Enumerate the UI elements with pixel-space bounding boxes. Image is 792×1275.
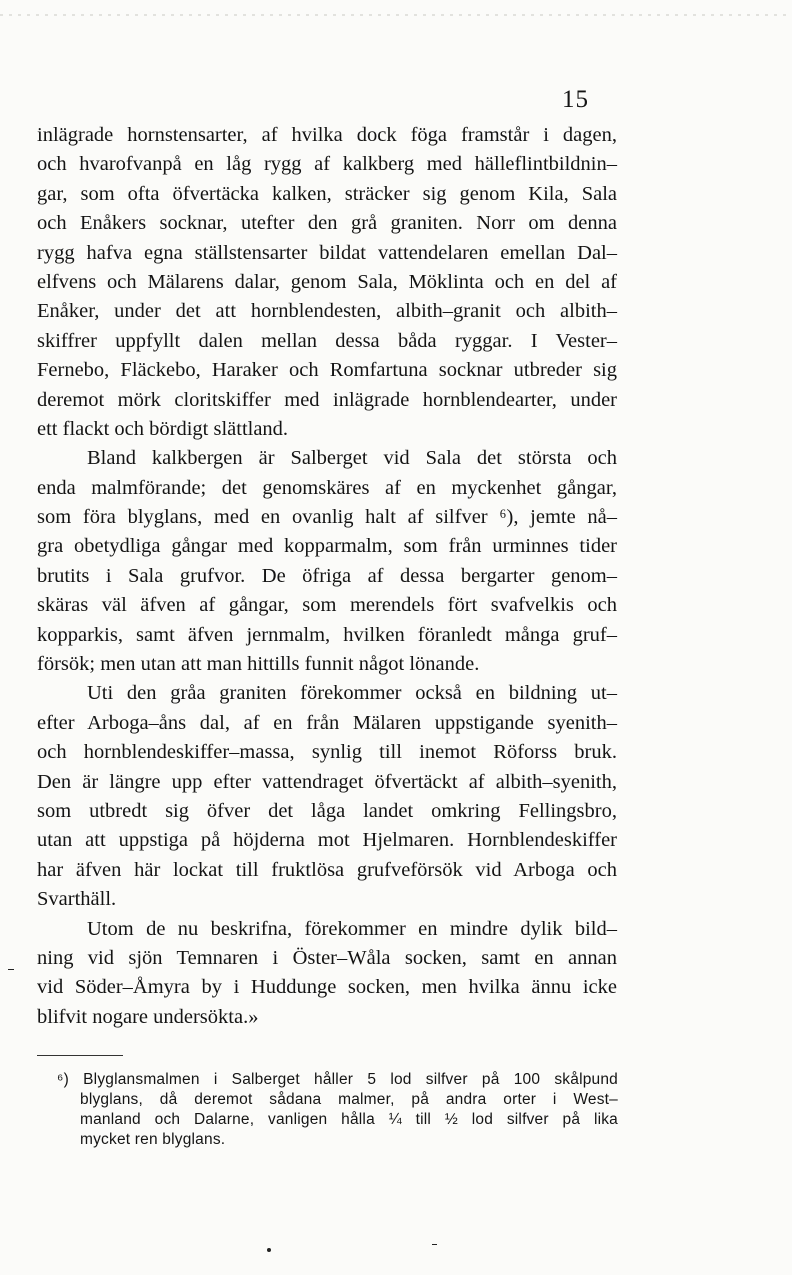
footnote xyxy=(57,1070,618,1150)
text-line: och hornblendeskiffer–massa, synlig till inemot Röforss bruk. xyxy=(37,741,617,764)
text-line: elfvens och Mälarens dalar, genom Sala, Möklinta och en del af xyxy=(37,270,617,293)
body-text xyxy=(37,121,617,1032)
paragraph-start-line: Utom de nu beskrifna, förekommer en mindre dylik bild– xyxy=(87,917,617,940)
text-line: skäras väl äfven af gångar, som merendels fört svafvelkis och xyxy=(37,594,617,617)
text-line: brutits i Sala grufvor. De öfriga af dessa bergarter genom– xyxy=(37,564,617,587)
text-line: ett flackt och bördigt slättland. xyxy=(37,417,289,440)
footnote-rule xyxy=(37,1055,123,1056)
text-line: gar, som ofta öfvertäcka kalken, sträcker sig genom Kila, Sala xyxy=(37,182,617,205)
text-line: deremot mörk cloritskiffer med inlägrade hornblendearter, under xyxy=(37,388,617,411)
text-line: Fernebo, Fläckebo, Haraker och Romfartuna socknar utbreder sig xyxy=(37,359,617,382)
text-line: kopparkis, samt äfven jernmalm, hvilken föranledt många gruf– xyxy=(37,623,617,646)
text-line: och Enåkers socknar, utefter den grå graniten. Norr om denna xyxy=(37,212,617,235)
footnote-line: ⁶) Blyglansmalmen i Salberget håller 5 lod silfver på 100 skålpund xyxy=(57,1071,618,1088)
text-line: Enåker, under det att hornblendesten, albith–granit och albith– xyxy=(37,300,617,323)
footnote-line: blyglans, då deremot sådana malmer, på andra orter i West– xyxy=(80,1091,618,1108)
text-line: gra obetydliga gångar med kopparmalm, som från urminnes tider xyxy=(37,535,617,558)
text-line: Den är längre upp efter vattendraget öfvertäckt af albith–syenith, xyxy=(37,770,617,793)
text-line: som utbredt sig öfver det låga landet omkring Fellingsbro, xyxy=(37,799,617,822)
text-line: som föra blyglans, med en ovanlig halt af silfver ⁶), jemte nå– xyxy=(37,506,617,529)
page-number: 15 xyxy=(562,86,589,113)
text-line: Svarthäll. xyxy=(37,888,117,911)
text-line: blifvit nogare undersökta.» xyxy=(37,1005,259,1028)
text-line: skiffrer uppfyllt dalen mellan dessa båda ryggar. I Vester– xyxy=(37,329,617,352)
text-line: inlägrade hornstensarter, af hvilka dock föga framstår i dagen, xyxy=(37,124,617,146)
text-line: rygg hafva egna ställstensarter bildat vattendelaren emellan Dal– xyxy=(37,241,617,264)
ink-speck xyxy=(267,1248,271,1252)
text-line: enda malmförande; det genomskäres af en myckenhet gångar, xyxy=(37,476,617,499)
paragraph-start-line: Bland kalkbergen är Salberget vid Sala det största och xyxy=(87,447,617,470)
text-line: har äfven här lockat till fruktlösa grufveförsök vid Arboga och xyxy=(37,858,617,881)
text-line: försök; men utan att man hittills funnit något lönande. xyxy=(37,653,480,676)
footnote-line: manland och Dalarne, vanligen hålla ¼ till ½ lod silfver på lika xyxy=(80,1111,618,1128)
footnote-line: mycket ren blyglans. xyxy=(80,1131,226,1148)
margin-dash-mark xyxy=(8,969,14,970)
text-line: efter Arboga–åns dal, af en från Mälaren uppstigande syenith– xyxy=(37,711,617,734)
paragraph-start-line: Uti den gråa graniten förekommer också en bildning ut– xyxy=(87,682,617,705)
text-line: vid Söder–Åmyra by i Huddunge socken, men hvilka ännu icke xyxy=(37,976,617,999)
page-edge-speckle xyxy=(0,14,792,16)
ink-speck xyxy=(432,1244,437,1245)
text-line: utan att uppstiga på höjderna mot Hjelmaren. Hornblendeskiffer xyxy=(37,829,617,852)
text-line: och hvarofvanpå en låg rygg af kalkberg med hälleflintbildnin– xyxy=(37,153,617,176)
text-line: ning vid sjön Temnaren i Öster–Wåla socken, samt en annan xyxy=(37,946,617,969)
